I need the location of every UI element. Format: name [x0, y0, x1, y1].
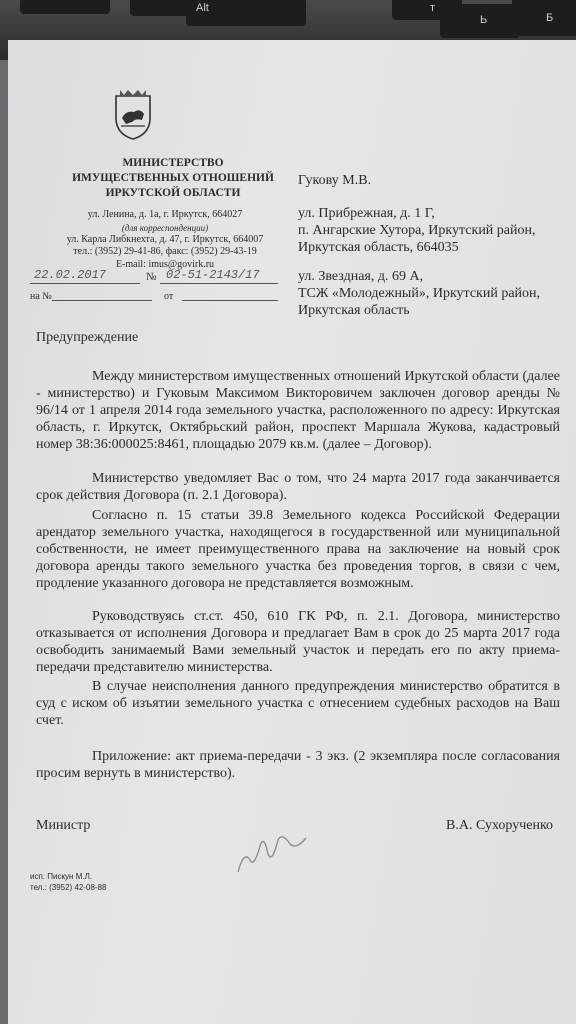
number-line [160, 283, 278, 284]
paragraph: Согласно п. 15 статьи 39.8 Земельного кодекса Российской Федерации арендатор земельного участка, находящегося в государственной или муниципальной собственности, не имеет преимущественного права на заключение на новый срок договора аренды такого земельного участка без проведения торгов, в связи с чем, продление указанного договора не представляется возможным. [36, 508, 560, 591]
paragraph: Руководствуясь ст.ст. 450, 610 ГК РФ, п. 2.1. Договора, министерство отказывается от исполнения Договора и предлагает Вам в срок до 25 марта 2017 года освободить занимаемый Вами земельный участок и передать его по акту приема-передачи представителю министерства. [36, 609, 560, 675]
ot-label: от [164, 291, 174, 302]
recipient-address: ТСЖ «Молодежный», Иркутский район, [298, 286, 541, 301]
executor-phone: тел.: (3952) 42-08-88 [30, 883, 107, 892]
address-primary: ул. Ленина, д. 1а, г. Иркутск, 664027 [87, 209, 243, 220]
recipient-address: Иркутская область [298, 303, 410, 318]
ministry-line: МИНИСТЕРСТВО [122, 157, 224, 169]
attachment: Приложение: акт приема-передачи - 3 экз. (2 экземпляра после согласования просим вернуть в министерство). [36, 749, 560, 781]
na-label: на № [30, 291, 52, 302]
coat-of-arms-icon [112, 88, 154, 140]
paragraph: Министерство уведомляет Вас о том, что 24 марта 2017 года заканчивается срок действия Договора (п. 2.1 Договора). [36, 471, 560, 503]
ministry-line: ИРКУТСКОЙ ОБЛАСТИ [105, 187, 241, 199]
email: E-mail: imus@govirk.ru [115, 259, 215, 270]
signatory-name: В.А. Сухорученко [446, 818, 554, 833]
number-handwritten: 02-51-2143/17 [166, 268, 260, 282]
recipient-address: ул. Прибрежная, д. 1 Г, [298, 206, 435, 221]
paragraph: В случае неисполнения данного предупреждения министерство обратится в суд с иском об изъятии земельного участка с отнесением судебных расходов на Ваш счет. [36, 679, 560, 728]
key-alt: Alt [186, 0, 306, 26]
key-t: т [392, 0, 462, 20]
date-handwritten: 22.02.2017 [34, 268, 107, 282]
address-secondary: ул. Карла Либкнехта, д. 47, г. Иркутск, 664007 [66, 234, 264, 245]
date-line [30, 283, 140, 284]
key-b: Б [512, 0, 576, 36]
ot-line [182, 300, 278, 301]
document-title: Предупреждение [36, 330, 139, 345]
number-label: № [146, 271, 157, 283]
key-left [20, 0, 110, 14]
executor-name: исп. Пискун М.Л. [30, 872, 93, 881]
recipient-address: ул. Звездная, д. 69 А, [298, 269, 424, 284]
na-line [52, 300, 152, 301]
phones: тел.: (3952) 29-41-86, факс: (3952) 29-43-19 [73, 246, 257, 257]
handwritten-signature [230, 820, 320, 880]
signatory-position: Министр [36, 818, 91, 833]
recipient-address: п. Ангарские Хутора, Иркутский район, [298, 223, 536, 238]
ministry-name [68, 156, 278, 201]
key [130, 0, 190, 16]
key-soft: Ь [440, 4, 520, 38]
ministry-line: ИМУЩЕСТВЕННЫХ ОТНОШЕНИЙ [72, 172, 274, 184]
paragraph: Между министерством имущественных отношений Иркутской области (далее - министерство) и Гуковым Максимом Викторовичем заключен договор аренды № 96/14 от 1 апреля 2014 года земельного участка, расположенного по адресу: Иркутская область, г. Иркутск, Октябрьский район, проспект Маршала Жукова, кадастровый номер 38:36:000025:8461, площадью 2079 кв.м. (далее – Договор). [36, 369, 560, 452]
recipient-address: Иркутская область, 664035 [298, 240, 459, 255]
recipient-name: Гукову М.В. [298, 173, 372, 188]
address-note: (для корреспонденции) [121, 223, 209, 233]
